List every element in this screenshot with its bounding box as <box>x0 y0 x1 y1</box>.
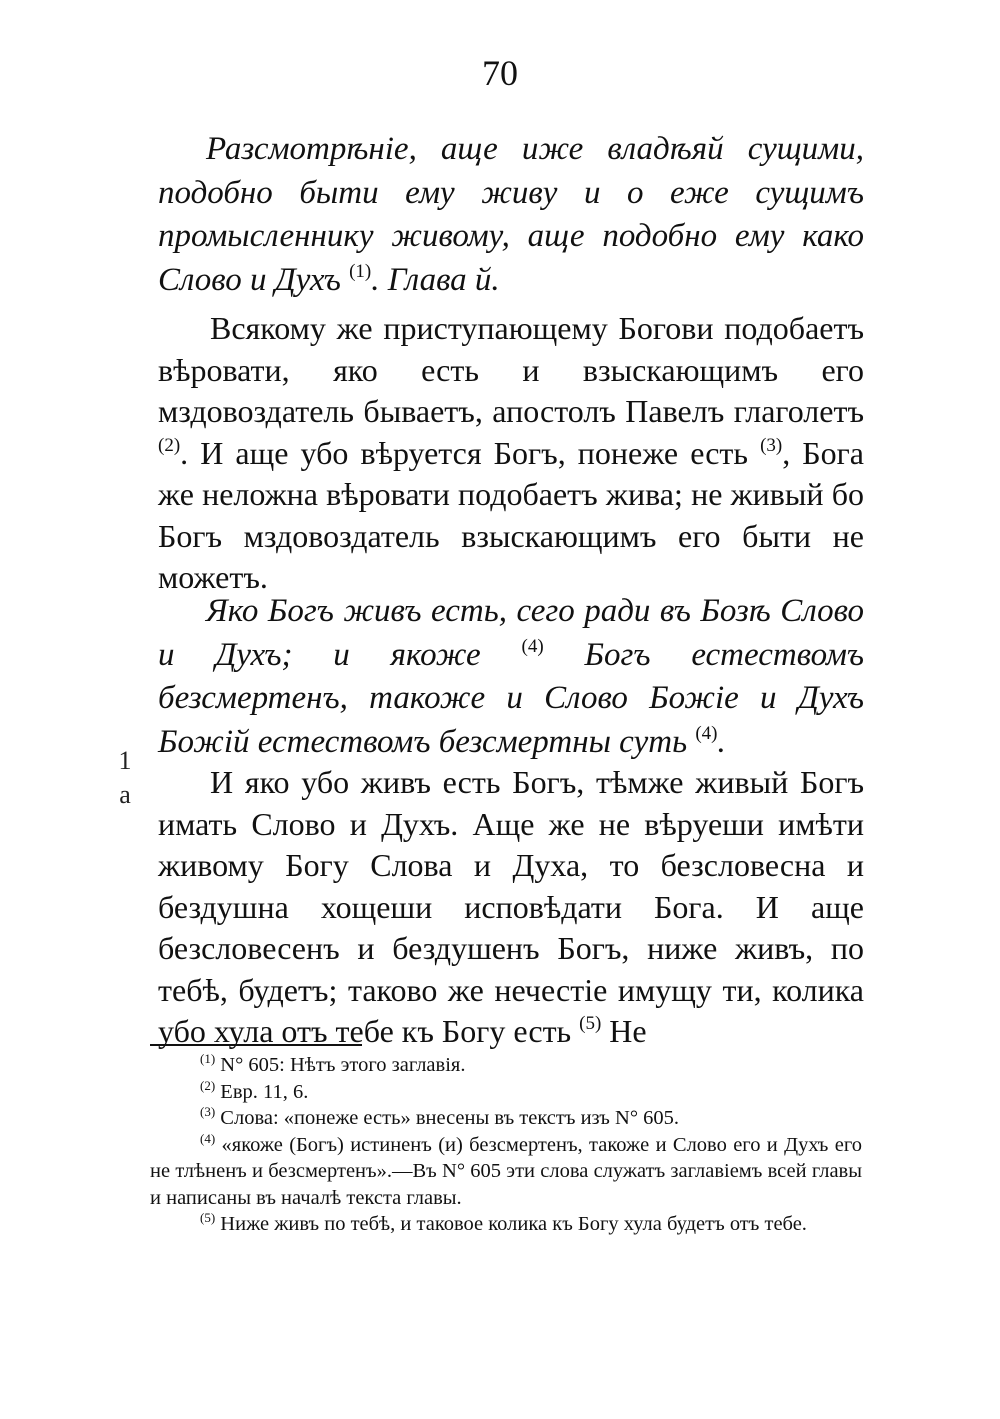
paragraph-3-part-2: Не <box>609 1013 647 1049</box>
paragraph-3-part-1: И яко убо живъ есть Богъ, тѣмже живый Богъ имать Слово и Духъ. Аще же не вѣруеши имѣти живому Богу Слова и Духа, то безсловесна и бездушна хощеши исповѣдати Бога. И аще безсловесенъ и бездушенъ Богъ, ниже живъ, по тебѣ, будетъ; таково же нечестіе имущу ти, колика убо хула отъ тебе къ Богу есть <box>158 764 864 1049</box>
footnotes <box>150 1052 862 1238</box>
paragraph-1-text <box>158 308 864 599</box>
paragraph-1-part-1: Всякому же приступающему Богови подобаетъ вѣровати, яко есть и взыскающимъ его мздовоздатель бываетъ, апостолъ Павелъ глаголетъ <box>158 310 864 429</box>
footnote-ref-5[interactable]: (5) <box>579 1013 602 1034</box>
heading-tail: . Глава й. <box>371 261 500 298</box>
footnote-text: Ниже живъ по тебѣ, и таковое колика къ Богу хула будетъ отъ тебе. <box>220 1213 807 1235</box>
footnote-2 <box>150 1079 862 1106</box>
paragraph-3 <box>158 762 864 1053</box>
footnote-mark: (3) <box>200 1104 216 1119</box>
footnote-5 <box>150 1211 862 1238</box>
footnote-text: Евр. 11, 6. <box>220 1080 309 1103</box>
footnote-mark: (2) <box>200 1077 216 1093</box>
footnote-ref-1[interactable]: (1) <box>349 260 372 282</box>
paragraph-1-part-3: , Бога же неложна вѣровати подобаетъ жива; не живый бо Богъ мздовоздатель взыскающимъ его быти не можетъ. <box>158 434 865 595</box>
paragraph-2-part-2: Богъ естествомъ безсмертенъ, такожe и Слово Божіе и Духъ Божій естествомъ безсмертны суть <box>158 636 865 760</box>
footnote-mark: (5) <box>200 1210 216 1225</box>
paragraph-1-part-2: . И аще убо вѣруется Богъ, понеже есть <box>180 434 748 471</box>
footnote-ref-2[interactable]: (2) <box>158 434 181 456</box>
paragraph-2-text <box>158 590 864 764</box>
page-number: 70 <box>482 53 518 93</box>
paragraph-2 <box>158 590 864 764</box>
footnote-ref-4b[interactable]: (4) <box>695 722 718 744</box>
paragraph-1 <box>158 308 864 599</box>
footnote-text: «якоже (Богъ) истиненъ (и) безсмертенъ, такожe и Слово его и Духъ его не тлѣненъ и безсмертенъ».—Въ N° 605 эти слова служатъ заглавіемъ всей главы и написаны въ началѣ текста главы. <box>150 1133 862 1209</box>
footnote-ref-4[interactable]: (4) <box>521 635 544 657</box>
footnote-ref-3[interactable]: (3) <box>760 434 783 456</box>
paragraph-2-part-1: Яко Богъ живъ есть, сего ради въ Бозѣ Слово и Духъ; и якоже <box>158 593 864 673</box>
footnote-mark: (1) <box>200 1051 216 1066</box>
footnote-3 <box>150 1105 862 1132</box>
footnote-4 <box>150 1132 862 1212</box>
footnote-text: N° 605: Нѣтъ этого заглавія. <box>220 1054 466 1076</box>
heading-text: Разсмотрѣніе, аще иже владѣяй сущими, подобно быти ему живу и о еже сущимъ промысленнику живому, аще подобно ему како Слово и Духъ <box>158 131 864 298</box>
footnote-divider <box>150 1044 362 1046</box>
paragraph-3-text <box>158 762 864 1053</box>
paragraph-2-part-3: . <box>717 723 726 760</box>
footnote-mark: (4) <box>200 1130 216 1146</box>
chapter-heading-text <box>158 128 864 302</box>
margin-note: 1 a <box>118 746 132 809</box>
footnote-1 <box>150 1052 862 1079</box>
chapter-heading <box>158 128 864 302</box>
footnote-text: Слова: «понеже есть» внесены въ текстъ изъ N° 605. <box>220 1107 680 1129</box>
